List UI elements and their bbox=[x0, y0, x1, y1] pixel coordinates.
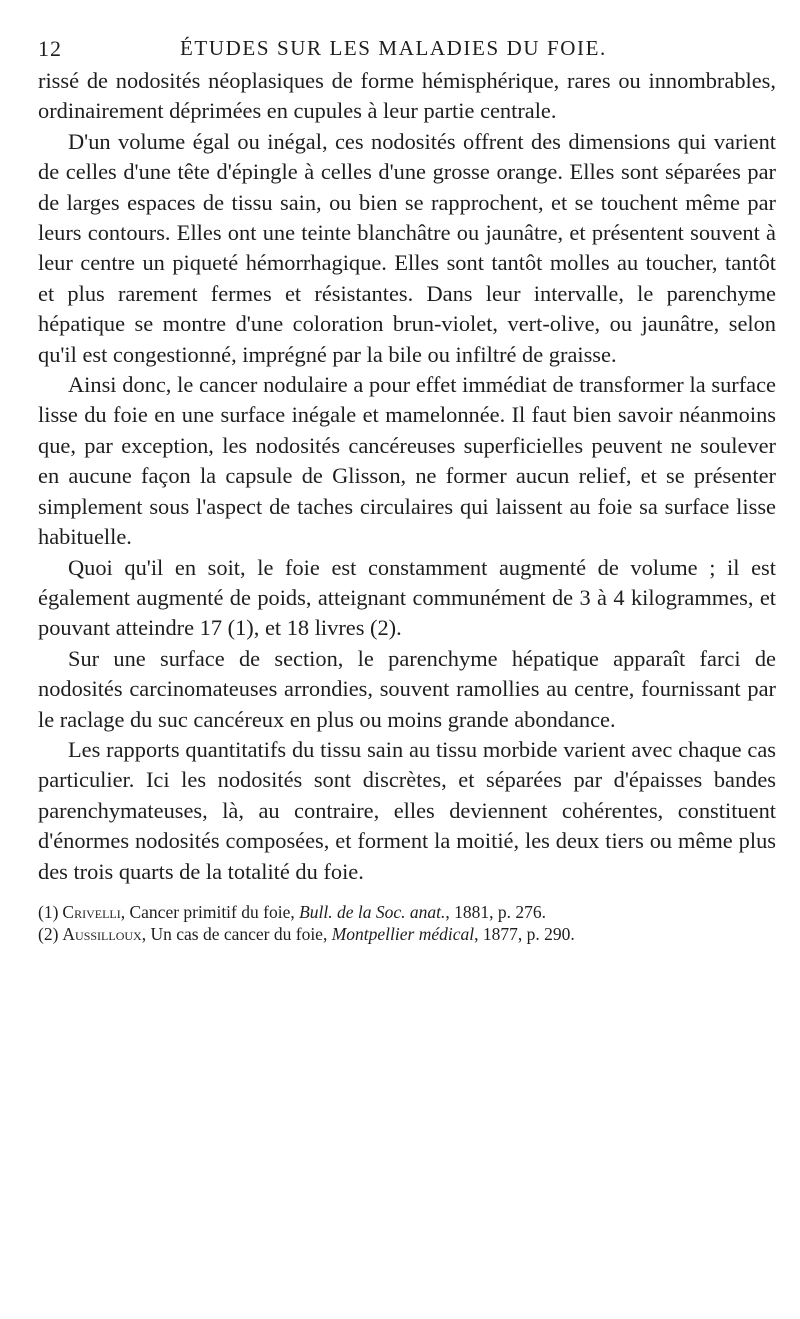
paragraph-continuation: rissé de nodosités néoplasiques de forme hémisphérique, rares ou innombrables, ordinairement déprimées en cupules à leur partie centrale. bbox=[38, 68, 776, 124]
footnote-1 bbox=[38, 901, 776, 923]
footnote-title: Cancer primitif du foie, bbox=[125, 901, 300, 922]
paragraph: Les rapports quantitatifs du tissu sain au tissu morbide varient avec chaque cas particulier. Ici les nodosités sont discrètes, et séparées par d'épaisses bandes parenchymateuses, là, au contraire, elles deviennent cohérentes, constituent d'énormes nodosités composées, et forment la moitié, les deux tiers ou même plus des trois quarts de la totalité du foie. bbox=[38, 736, 776, 884]
running-title: ÉTUDES SUR LES MALADIES DU FOIE. bbox=[180, 36, 607, 60]
paragraph: D'un volume égal ou inégal, ces nodosités offrent des dimensions qui varient de celles d'une tête d'épingle à celles d'une grosse orange. Elles sont séparées par de larges espaces de tissu sain, ou bien se rapprochent, et se touchent même par leurs contours. Elles ont une teinte blanchâtre ou jaunâtre, et présentent souvent à leur centre un piqueté hémorrhagique. Elles sont tantôt molles au toucher, tantôt et plus rarement fermes et résistantes. Dans leur intervalle, le parenchyme hépatique se montre d'une coloration brun-violet, vert-olive, ou jaunâtre, selon qu'il est congestionné, imprégné par la bile ou infiltré de graisse. bbox=[38, 128, 776, 367]
footnote-author: Crivelli, bbox=[62, 901, 126, 922]
footnote-journal: Bull. de la Soc. anat. bbox=[299, 901, 446, 922]
footnote-marker: (2) bbox=[38, 923, 59, 944]
footnotes bbox=[38, 901, 776, 945]
footnote-marker: (1) bbox=[38, 901, 59, 922]
footnote-reference: , 1877, p. 290. bbox=[474, 923, 575, 944]
body-text bbox=[38, 66, 776, 887]
paragraph: Quoi qu'il en soit, le foie est constamment augmenté de volume ; il est également augmenté de poids, atteignant communément de 3 à 4 kilogrammes, et pouvant atteindre 17 (1), et 18 livres (2). bbox=[38, 554, 776, 641]
book-page bbox=[38, 30, 776, 945]
paragraph: Sur une surface de section, le parenchyme hépatique apparaît farci de nodosités carcinomateuses arrondies, souvent ramollies au centre, fournissant par le raclage du suc cancéreux en plus ou moins grande abondance. bbox=[38, 645, 776, 732]
running-header bbox=[38, 30, 776, 66]
footnote-author: Aussilloux, bbox=[62, 923, 147, 944]
footnote-reference: , 1881, p. 276. bbox=[445, 901, 547, 922]
page-number: 12 bbox=[38, 36, 62, 61]
footnote-2 bbox=[38, 923, 776, 945]
footnote-journal: Montpellier médical bbox=[331, 923, 475, 944]
paragraph: Ainsi donc, le cancer nodulaire a pour effet immédiat de transformer la surface lisse du foie en une surface inégale et mamelonnée. Il faut bien savoir néanmoins que, par exception, les nodosités cancéreuses superficielles peuvent ne soulever en aucune façon la capsule de Glisson, ne former aucun relief, et se présenter simplement sous l'aspect de taches circulaires qui laissent au foie sa surface lisse habituelle. bbox=[38, 372, 776, 550]
footnote-title: Un cas de cancer du foie, bbox=[146, 923, 332, 944]
